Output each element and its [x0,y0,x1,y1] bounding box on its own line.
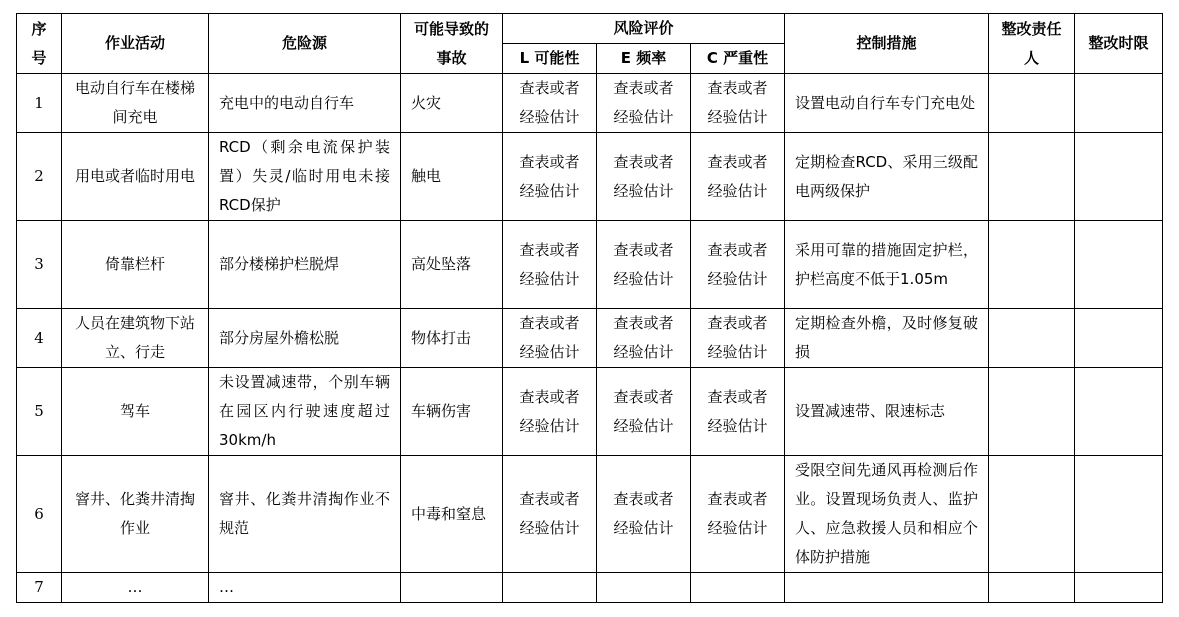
row-seq: 6 [17,456,62,573]
row-e-frequency: 查表或者经验估计 [597,221,691,309]
header-deadline: 整改时限 [1075,14,1163,74]
row-c-severity: 查表或者经验估计 [691,309,785,368]
row-e-frequency: 查表或者经验估计 [597,368,691,456]
row-e-frequency: 查表或者经验估计 [597,133,691,221]
row-control-measures: 定期检查外檐，及时修复破损 [785,309,989,368]
row-c-severity: 查表或者经验估计 [691,133,785,221]
row-deadline [1075,221,1163,309]
header-responsible: 整改责任人 [989,14,1075,74]
header-row-1 [17,14,1163,44]
row-control-measures: 设置电动自行车专门充电处 [785,74,989,133]
row-control-measures: 设置减速带、限速标志 [785,368,989,456]
row-responsible [989,456,1075,573]
row-accident [401,573,503,603]
row-control-measures: 采用可靠的措施固定护栏，护栏高度不低于1.05m [785,221,989,309]
row-hazard: 部分房屋外檐松脱 [209,309,401,368]
row-c-severity: 查表或者经验估计 [691,456,785,573]
row-hazard: … [209,573,401,603]
row-hazard: 窨井、化粪井清掏作业不规范 [209,456,401,573]
table-row [17,221,1163,309]
table-row [17,133,1163,221]
row-seq: 7 [17,573,62,603]
table-body [17,74,1163,603]
row-activity: 窨井、化粪井清掏作业 [62,456,209,573]
header-accident: 可能导致的事故 [401,14,503,74]
row-deadline [1075,133,1163,221]
row-hazard: 充电中的电动自行车 [209,74,401,133]
table-row [17,368,1163,456]
row-control-measures: 定期检查RCD、采用三级配电两级保护 [785,133,989,221]
row-seq: 1 [17,74,62,133]
row-l-likelihood: 查表或者经验估计 [503,74,597,133]
row-control-measures: 受限空间先通风再检测后作业。设置现场负责人、监护人、应急救援人员和相应个体防护措施 [785,456,989,573]
row-e-frequency: 查表或者经验估计 [597,456,691,573]
row-seq: 2 [17,133,62,221]
row-e-frequency: 查表或者经验估计 [597,74,691,133]
header-control: 控制措施 [785,14,989,74]
row-deadline [1075,309,1163,368]
row-c-severity: 查表或者经验估计 [691,221,785,309]
row-accident: 高处坠落 [401,221,503,309]
row-activity: 倚靠栏杆 [62,221,209,309]
row-activity: … [62,573,209,603]
row-e-frequency: 查表或者经验估计 [597,309,691,368]
row-deadline [1075,74,1163,133]
row-hazard: 部分楼梯护栏脱焊 [209,221,401,309]
row-activity: 驾车 [62,368,209,456]
row-accident: 物体打击 [401,309,503,368]
table-row [17,573,1163,603]
header-hazard: 危险源 [209,14,401,74]
row-l-likelihood: 查表或者经验估计 [503,368,597,456]
row-deadline [1075,573,1163,603]
row-responsible [989,573,1075,603]
header-activity: 作业活动 [62,14,209,74]
row-l-likelihood [503,573,597,603]
row-l-likelihood: 查表或者经验估计 [503,309,597,368]
header-risk-eval: 风险评价 [503,14,785,44]
row-seq: 3 [17,221,62,309]
row-control-measures [785,573,989,603]
row-activity: 电动自行车在楼梯间充电 [62,74,209,133]
header-l: L 可能性 [503,44,597,74]
risk-assessment-table [16,13,1163,603]
row-deadline [1075,368,1163,456]
row-responsible [989,368,1075,456]
row-accident: 车辆伤害 [401,368,503,456]
row-deadline [1075,456,1163,573]
row-responsible [989,309,1075,368]
header-c: C 严重性 [691,44,785,74]
row-accident: 中毒和窒息 [401,456,503,573]
row-c-severity: 查表或者经验估计 [691,74,785,133]
row-c-severity [691,573,785,603]
row-responsible [989,133,1075,221]
header-e: E 频率 [597,44,691,74]
row-c-severity: 查表或者经验估计 [691,368,785,456]
row-l-likelihood: 查表或者经验估计 [503,221,597,309]
row-seq: 4 [17,309,62,368]
table-row [17,74,1163,133]
row-responsible [989,74,1075,133]
row-activity: 人员在建筑物下站立、行走 [62,309,209,368]
row-accident: 火灾 [401,74,503,133]
table-row [17,309,1163,368]
header-seq: 序号 [17,14,62,74]
row-e-frequency [597,573,691,603]
row-hazard: 未设置减速带，个别车辆在园区内行驶速度超过30km/h [209,368,401,456]
row-activity: 用电或者临时用电 [62,133,209,221]
row-l-likelihood: 查表或者经验估计 [503,456,597,573]
row-seq: 5 [17,368,62,456]
row-responsible [989,221,1075,309]
table-row [17,456,1163,573]
row-l-likelihood: 查表或者经验估计 [503,133,597,221]
row-accident: 触电 [401,133,503,221]
row-hazard: RCD（剩余电流保护装置）失灵/临时用电未接RCD保护 [209,133,401,221]
